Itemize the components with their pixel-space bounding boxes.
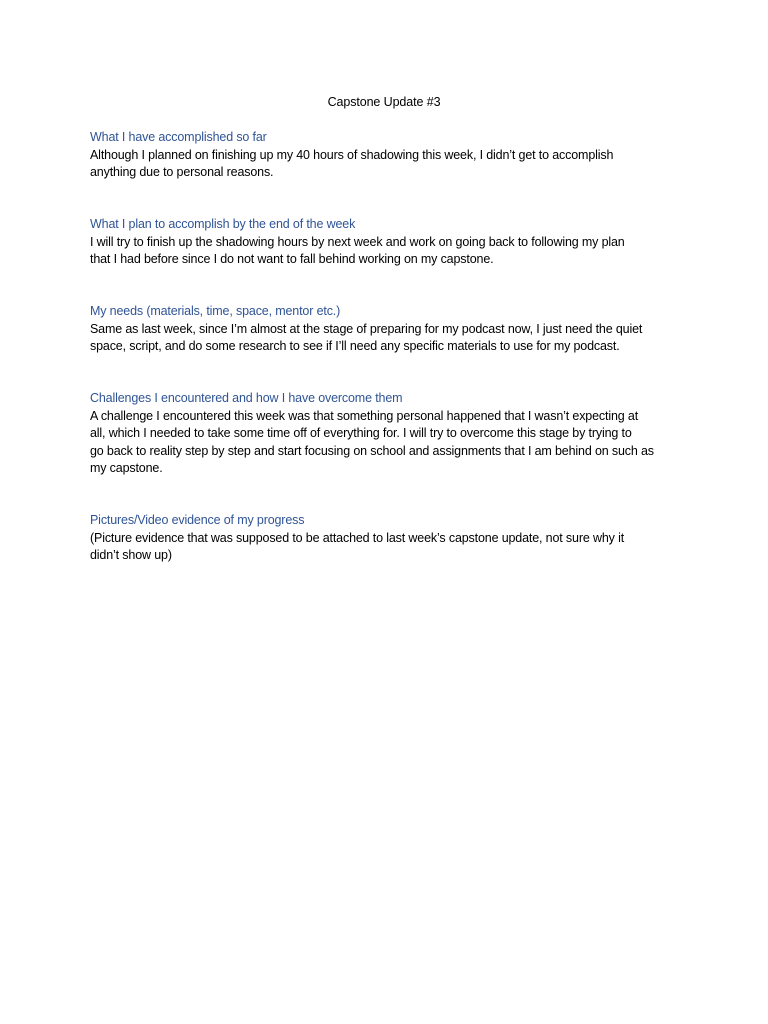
- section-accomplished: [90, 129, 690, 182]
- section-heading: Challenges I encountered and how I have overcome them: [90, 391, 403, 405]
- section-body: Although I planned on finishing up my 40 hours of shadowing this week, I didn’t get to accomplish anything due to personal reasons.: [90, 147, 614, 179]
- section-needs: [90, 303, 690, 356]
- section-heading: Pictures/Video evidence of my progress: [90, 513, 305, 527]
- document-title: Capstone Update #3: [327, 95, 441, 109]
- section-plan: [90, 216, 690, 269]
- section-heading: What I have accomplished so far: [90, 130, 267, 144]
- section-body: I will try to finish up the shadowing hours by next week and work on going back to following my plan that I had before since I do not want to fall behind working on my capstone.: [90, 234, 625, 266]
- section-evidence: [90, 512, 690, 565]
- section-body: Same as last week, since I’m almost at the stage of preparing for my podcast now, I just need the quiet space, script, and do some research to see if I’ll need any specific materials to use for my podcast.: [90, 321, 643, 353]
- section-body: (Picture evidence that was supposed to be attached to last week’s capstone update, not sure why it didn’t show up): [90, 530, 625, 562]
- section-body: A challenge I encountered this week was that something personal happened that I wasn’t expecting at all, which I needed to take some time off of everything for. I will try to overcome this stage by trying to go back to reality step by step and start focusing on school and assignments that I am behind on such as my capstone.: [90, 408, 654, 475]
- section-heading: What I plan to accomplish by the end of the week: [90, 217, 356, 231]
- section-challenges: [90, 390, 690, 478]
- section-heading: My needs (materials, time, space, mentor etc.): [90, 304, 341, 318]
